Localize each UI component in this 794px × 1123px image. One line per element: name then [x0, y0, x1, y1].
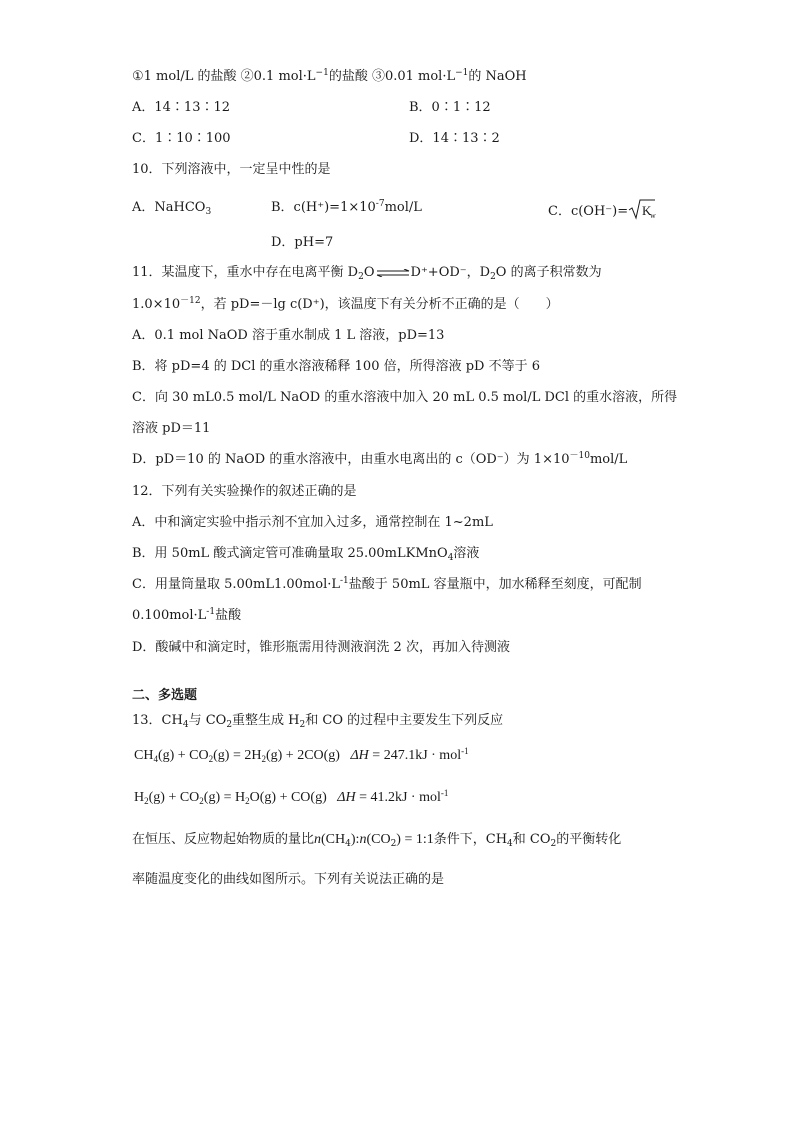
q12-option-c: C．用量筒量取 $5.00mL1.00mol\cdot L^{-1}$盐酸于 50mL 容量瓶中，加水稀释至刻度，可配制	[132, 576, 642, 592]
square-root-icon	[628, 198, 656, 225]
q12-option-b: B．用 50mL 酸式滴定管可准确量取 25.00mLKMnO$_4$溶液	[132, 546, 480, 563]
q11-option-a: A．0.1 mol NaOD 溶于重水制成 1 L 溶液，pD=13	[132, 328, 445, 343]
q11-stem-line2: $1.0\times 10^{-12}$，若 pD=－lg c(D⁺)，该温度下有关分析不正确的是（ ）	[132, 296, 559, 312]
q9-option-b: B．0∶1∶12	[409, 100, 491, 115]
equation-2: $H_2(g) + CO_2(g) = H_2O(g) + CO(g)$ ΔH = 41.2kJ · mol$^{-1}$	[134, 788, 449, 806]
q12-stem: 12．下列有关实验操作的叙述正确的是	[132, 484, 357, 499]
q13-paragraph-1: 在恒压、反应物起始物质的量比$n(CH_4):n(CO_2)$ = 1:1条件下，$CH_4$和 $CO_2$的平衡转化	[132, 832, 622, 849]
q11-option-c-cont: 溶液 pD＝11	[132, 421, 211, 436]
q9-option-a: A．14∶13∶12	[132, 100, 231, 115]
q10-option-d: D．pH=7	[271, 235, 334, 250]
svg-text:K: K	[642, 203, 652, 218]
svg-text:w: w	[650, 211, 656, 220]
q11-option-c: C．向 30 mL0.5 mol/L NaOD 的重水溶液中加入 20 mL 0.5 mol/L DCl 的重水溶液，所得	[132, 390, 678, 405]
q12-option-c-cont: $0.100mol\cdot L^{-1}$盐酸	[132, 607, 242, 623]
q9-stem: ①1 mol/L 的盐酸 ②0.1 $mol\cdot L^{-1}$的盐酸 ③0.01 $mol\cdot L^{-1}$的 NaOH	[132, 68, 527, 84]
q11-option-b: B．将 pD=4 的 DCl 的重水溶液稀释 100 倍，所得溶液 pD 不等于 6	[132, 359, 541, 374]
q9-option-d: D．14∶13∶2	[409, 131, 500, 146]
equilibrium-arrow-icon	[376, 269, 410, 277]
q11-option-d: D．pD＝10 的 NaOD 的重水溶液中，由重水电离出的 c（OD⁻）为 $1\times 10^{-10}mol/L$	[132, 451, 628, 467]
section-title: 二、多选题	[132, 688, 198, 703]
q12-option-d: D．酸碱中和滴定时，锥形瓶需用待测液润洗 2 次，再加入待测液	[132, 640, 510, 655]
q10-option-b: B．$c(H^+)=1\times 10^{-7}mol/L$	[271, 199, 422, 215]
q11-stem: 11．某温度下，重水中存在电离平衡 $D_2O$ D⁺+OD⁻，$D_2O$ 的离子积常数为	[132, 265, 602, 282]
q10-option-a: A．NaHCO$_3$	[132, 200, 212, 217]
q9-option-c: C．1∶10∶100	[132, 131, 231, 146]
equation-1: $CH_4(g) + CO_2(g) = 2H_2(g) + 2CO(g)$ ΔH = 247.1kJ · mol$^{-1}$	[134, 746, 469, 764]
q10-option-c: C．c(OH⁻)= K w	[548, 198, 656, 225]
q13-stem: 13．$CH_4$与 $CO_2$重整生成 $H_2$和 CO 的过程中主要发生下列反应	[132, 713, 504, 730]
q10-stem: 10．下列溶液中，一定呈中性的是	[132, 162, 331, 177]
q12-option-a: A．中和滴定实验中指示剂不宜加入过多，通常控制在 1~2mL	[132, 515, 493, 530]
q13-paragraph-2: 率随温度变化的曲线如图所示。下列有关说法正确的是	[132, 872, 445, 887]
